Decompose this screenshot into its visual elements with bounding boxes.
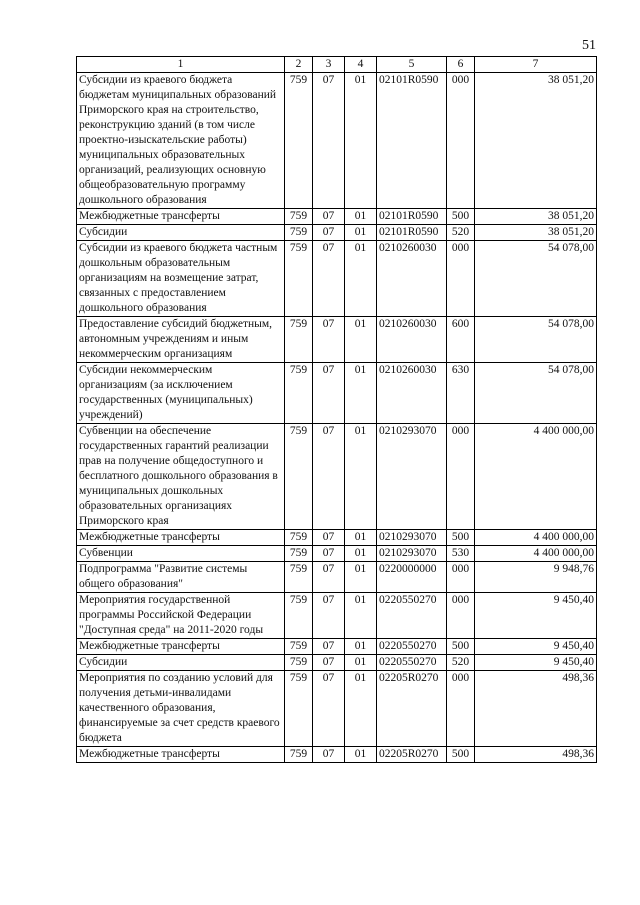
row-section-code: 07 xyxy=(313,562,345,593)
row-subsection-code: 01 xyxy=(345,639,377,655)
row-target-code: 02205R0270 xyxy=(377,747,447,763)
row-ministry-code: 759 xyxy=(285,73,313,209)
row-name: Подпрограмма "Развитие системы общего образования" xyxy=(77,562,285,593)
row-ministry-code: 759 xyxy=(285,317,313,363)
row-target-code: 0210260030 xyxy=(377,241,447,317)
table-row xyxy=(77,562,597,593)
row-amount: 498,36 xyxy=(475,671,597,747)
row-amount: 9 450,40 xyxy=(475,639,597,655)
table-row xyxy=(77,317,597,363)
row-ministry-code: 759 xyxy=(285,241,313,317)
row-name: Субсидии некоммерческим организациям (за исключением государственных (муниципальных) учреждений) xyxy=(77,363,285,424)
column-header: 7 xyxy=(475,57,597,73)
column-header: 5 xyxy=(377,57,447,73)
row-expense-type: 000 xyxy=(447,593,475,639)
row-name: Субвенции на обеспечение государственных гарантий реализации прав на получение общедоступного и бесплатного дошкольного образования в муниципальных дошкольных образовательных организациях Приморского края xyxy=(77,424,285,530)
row-target-code: 0210293070 xyxy=(377,546,447,562)
row-name: Субсидии xyxy=(77,225,285,241)
row-ministry-code: 759 xyxy=(285,655,313,671)
row-amount: 9 948,76 xyxy=(475,562,597,593)
table-row xyxy=(77,747,597,763)
row-name: Субсидии из краевого бюджета бюджетам муниципальных образований Приморского края на строительство, реконструкцию зданий (в том числе проектно-изыскательские работы) муниципальных образовательных организаций, реализующих основную общеобразовательную программу дошкольного образования xyxy=(77,73,285,209)
row-expense-type: 000 xyxy=(447,671,475,747)
row-expense-type: 500 xyxy=(447,209,475,225)
row-target-code: 02101R0590 xyxy=(377,73,447,209)
row-section-code: 07 xyxy=(313,593,345,639)
row-name: Межбюджетные трансферты xyxy=(77,639,285,655)
row-ministry-code: 759 xyxy=(285,209,313,225)
table-row xyxy=(77,530,597,546)
row-ministry-code: 759 xyxy=(285,225,313,241)
column-header: 1 xyxy=(77,57,285,73)
row-section-code: 07 xyxy=(313,747,345,763)
row-expense-type: 630 xyxy=(447,363,475,424)
row-amount: 4 400 000,00 xyxy=(475,546,597,562)
table-row xyxy=(77,209,597,225)
row-amount: 9 450,40 xyxy=(475,655,597,671)
row-target-code: 0220550270 xyxy=(377,655,447,671)
row-expense-type: 500 xyxy=(447,747,475,763)
row-expense-type: 000 xyxy=(447,424,475,530)
row-target-code: 0210293070 xyxy=(377,424,447,530)
row-amount: 4 400 000,00 xyxy=(475,530,597,546)
row-expense-type: 500 xyxy=(447,530,475,546)
row-amount: 38 051,20 xyxy=(475,225,597,241)
row-expense-type: 520 xyxy=(447,225,475,241)
row-expense-type: 000 xyxy=(447,73,475,209)
row-target-code: 0220000000 xyxy=(377,562,447,593)
row-target-code: 0210260030 xyxy=(377,363,447,424)
row-amount: 38 051,20 xyxy=(475,209,597,225)
row-name: Межбюджетные трансферты xyxy=(77,747,285,763)
column-header: 4 xyxy=(345,57,377,73)
row-subsection-code: 01 xyxy=(345,209,377,225)
row-expense-type: 530 xyxy=(447,546,475,562)
row-section-code: 07 xyxy=(313,209,345,225)
row-ministry-code: 759 xyxy=(285,424,313,530)
table-row xyxy=(77,639,597,655)
row-name: Мероприятия по созданию условий для получения детьми-инвалидами качественного образования, финансируемые за счет средств краевого бюджета xyxy=(77,671,285,747)
row-name: Субсидии из краевого бюджета частным дошкольным образовательным организациям на возмещение затрат, связанных с предоставлением дошкольного образования xyxy=(77,241,285,317)
row-subsection-code: 01 xyxy=(345,546,377,562)
row-target-code: 0210293070 xyxy=(377,530,447,546)
row-target-code: 0210260030 xyxy=(377,317,447,363)
row-section-code: 07 xyxy=(313,424,345,530)
table-row xyxy=(77,241,597,317)
row-name: Субвенции xyxy=(77,546,285,562)
row-subsection-code: 01 xyxy=(345,241,377,317)
row-amount: 54 078,00 xyxy=(475,241,597,317)
row-section-code: 07 xyxy=(313,639,345,655)
row-subsection-code: 01 xyxy=(345,225,377,241)
row-ministry-code: 759 xyxy=(285,363,313,424)
row-subsection-code: 01 xyxy=(345,530,377,546)
row-section-code: 07 xyxy=(313,225,345,241)
table-row xyxy=(77,73,597,209)
column-header: 6 xyxy=(447,57,475,73)
row-expense-type: 520 xyxy=(447,655,475,671)
row-expense-type: 000 xyxy=(447,241,475,317)
row-name: Субсидии xyxy=(77,655,285,671)
table-row xyxy=(77,363,597,424)
row-target-code: 02101R0590 xyxy=(377,225,447,241)
table-row xyxy=(77,671,597,747)
row-subsection-code: 01 xyxy=(345,317,377,363)
row-amount: 54 078,00 xyxy=(475,317,597,363)
budget-table xyxy=(76,56,597,763)
table-row xyxy=(77,225,597,241)
row-subsection-code: 01 xyxy=(345,747,377,763)
row-subsection-code: 01 xyxy=(345,593,377,639)
row-expense-type: 600 xyxy=(447,317,475,363)
row-ministry-code: 759 xyxy=(285,530,313,546)
row-target-code: 02205R0270 xyxy=(377,671,447,747)
row-target-code: 0220550270 xyxy=(377,639,447,655)
row-subsection-code: 01 xyxy=(345,671,377,747)
row-section-code: 07 xyxy=(313,530,345,546)
table-header-row xyxy=(77,57,597,73)
row-ministry-code: 759 xyxy=(285,639,313,655)
row-subsection-code: 01 xyxy=(345,562,377,593)
row-expense-type: 500 xyxy=(447,639,475,655)
row-ministry-code: 759 xyxy=(285,546,313,562)
table-row xyxy=(77,424,597,530)
row-ministry-code: 759 xyxy=(285,593,313,639)
row-subsection-code: 01 xyxy=(345,73,377,209)
row-ministry-code: 759 xyxy=(285,562,313,593)
row-ministry-code: 759 xyxy=(285,671,313,747)
row-subsection-code: 01 xyxy=(345,363,377,424)
row-name: Мероприятия государственной программы Российской Федерации "Доступная среда" на 2011-2020 годы xyxy=(77,593,285,639)
row-section-code: 07 xyxy=(313,671,345,747)
row-section-code: 07 xyxy=(313,241,345,317)
row-section-code: 07 xyxy=(313,317,345,363)
row-name: Межбюджетные трансферты xyxy=(77,530,285,546)
row-subsection-code: 01 xyxy=(345,655,377,671)
table-row xyxy=(77,655,597,671)
row-subsection-code: 01 xyxy=(345,424,377,530)
row-amount: 9 450,40 xyxy=(475,593,597,639)
row-target-code: 02101R0590 xyxy=(377,209,447,225)
row-expense-type: 000 xyxy=(447,562,475,593)
row-ministry-code: 759 xyxy=(285,747,313,763)
row-target-code: 0220550270 xyxy=(377,593,447,639)
column-header: 2 xyxy=(285,57,313,73)
row-section-code: 07 xyxy=(313,655,345,671)
row-amount: 54 078,00 xyxy=(475,363,597,424)
row-amount: 4 400 000,00 xyxy=(475,424,597,530)
row-section-code: 07 xyxy=(313,546,345,562)
table-row xyxy=(77,593,597,639)
row-name: Предоставление субсидий бюджетным, автономным учреждениям и иным некоммерческим организациям xyxy=(77,317,285,363)
row-section-code: 07 xyxy=(313,363,345,424)
row-name: Межбюджетные трансферты xyxy=(77,209,285,225)
table-row xyxy=(77,546,597,562)
column-header: 3 xyxy=(313,57,345,73)
row-amount: 498,36 xyxy=(475,747,597,763)
row-amount: 38 051,20 xyxy=(475,73,597,209)
row-section-code: 07 xyxy=(313,73,345,209)
page-number: 51 xyxy=(582,38,596,53)
